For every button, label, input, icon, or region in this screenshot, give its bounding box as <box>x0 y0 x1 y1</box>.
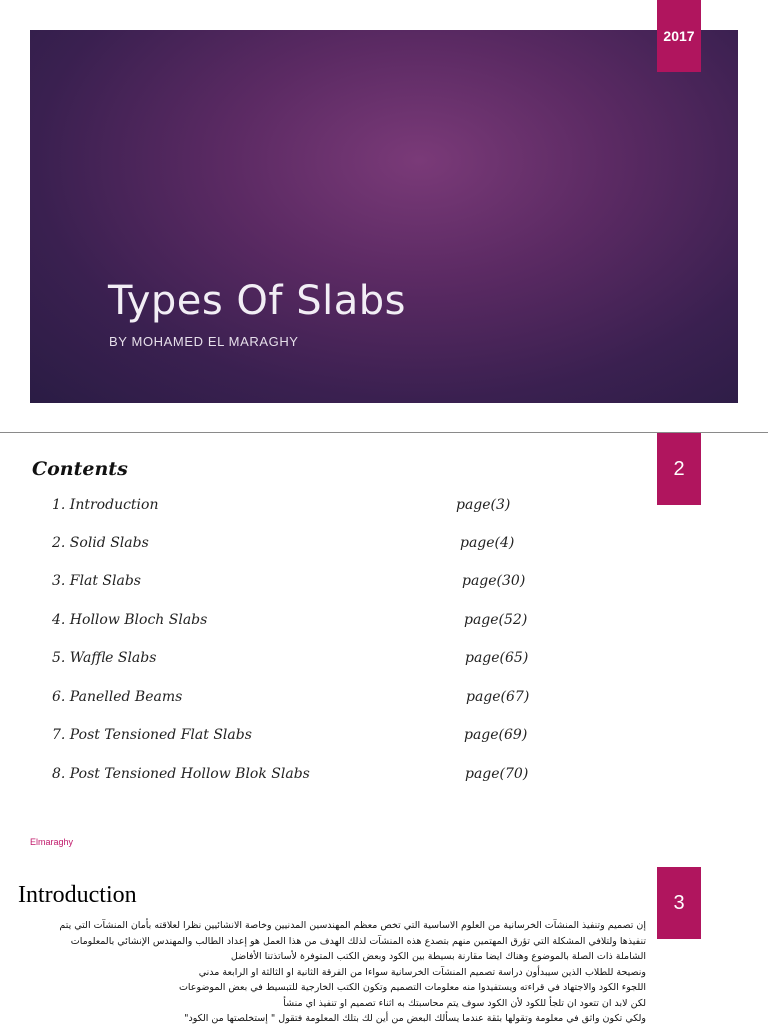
toc-page-number: page(52) <box>464 612 528 628</box>
contents-heading: Contents <box>32 458 128 480</box>
toc-page-number: page(70) <box>465 766 529 782</box>
section-heading: Introduction <box>18 882 137 908</box>
toc-item[interactable]: 3. Flat Slabs <box>52 573 141 589</box>
toc-item[interactable]: 5. Waffle Slabs <box>52 650 157 666</box>
paragraph-line: ولكي تكون واثق في معلومة وتقولها بثقة عندما يسألك البعض من أين لك بتلك المعلومة فتقول " إستخلصتها من الكود" <box>184 1013 646 1024</box>
toc-item[interactable]: 6. Panelled Beams <box>52 689 183 705</box>
paragraph-line: لكن لابد ان تتعود ان تلجأ للكود لأن الكود سوف يتم محاسبتك به اثناء تصميم او تنفيذ اي منشأ <box>283 997 646 1009</box>
arabic-paragraph <box>46 918 646 1027</box>
toc-item[interactable]: 8. Post Tensioned Hollow Blok Slabs <box>52 766 310 782</box>
page-divider <box>0 432 768 433</box>
toc-item[interactable]: 7. Post Tensioned Flat Slabs <box>52 727 252 743</box>
paragraph-line: الشاملة ذات الصلة بالموضوع وهناك ايضا مقارنة بسيطة بين الكود وبعض الكتب المتوفرة لأساتذتنا الأفاضل <box>230 951 646 962</box>
paragraph-line: ونصيحة للطلاب الذين سيبدأون دراسة تصميم المنشآت الخرسانية سواءا من الفرقة الثانية او الثالثة او الرابعة مدني <box>198 966 646 978</box>
toc-item[interactable]: 2. Solid Slabs <box>52 535 149 551</box>
toc-item[interactable]: 4. Hollow Bloch Slabs <box>52 612 208 628</box>
paragraph-line: إن تصميم وتنفيذ المنشآت الخرسانية من العلوم الاساسية التي تخص معظم المهندسين المدنيين وخاصة الانشائيين نظرا لعلاقته بأمان المنشآت التي يتم <box>59 920 646 931</box>
slide-number-badge: 2 <box>657 433 701 505</box>
slide-author: BY MOHAMED EL MARAGHY <box>109 334 299 349</box>
toc-item[interactable]: 1. Introduction <box>52 497 159 513</box>
toc-page-number: page(67) <box>466 689 530 705</box>
footer-author: Elmaraghy <box>30 837 74 847</box>
slide-number-badge: 3 <box>657 867 701 939</box>
paragraph-line: اللجوء الكود والاجتهاد في قراءته ويستفيدوا منه معلومات التصميم وتكون الكتب الخارجية للتبسيط في بعض الموضوعات <box>178 982 646 993</box>
title-slide <box>30 30 738 403</box>
slide-title: Types Of Slabs <box>108 278 406 324</box>
year-badge: 2017 <box>657 0 701 72</box>
toc-page-number: page(30) <box>462 573 526 589</box>
paragraph-line: تنفيذها ولتلافي المشكلة التي تؤرق المهتمين منهم بتصدع هذه المنشآت لذلك الهدف من هذا العمل هو إعداد الطالب والمهندس الإنشائي بالمعلومات <box>70 935 646 947</box>
toc-page-number: page(4) <box>460 535 515 551</box>
toc-page-number: page(65) <box>465 650 529 666</box>
toc-page-number: page(69) <box>464 727 528 743</box>
toc-page-number: page(3) <box>456 497 511 513</box>
